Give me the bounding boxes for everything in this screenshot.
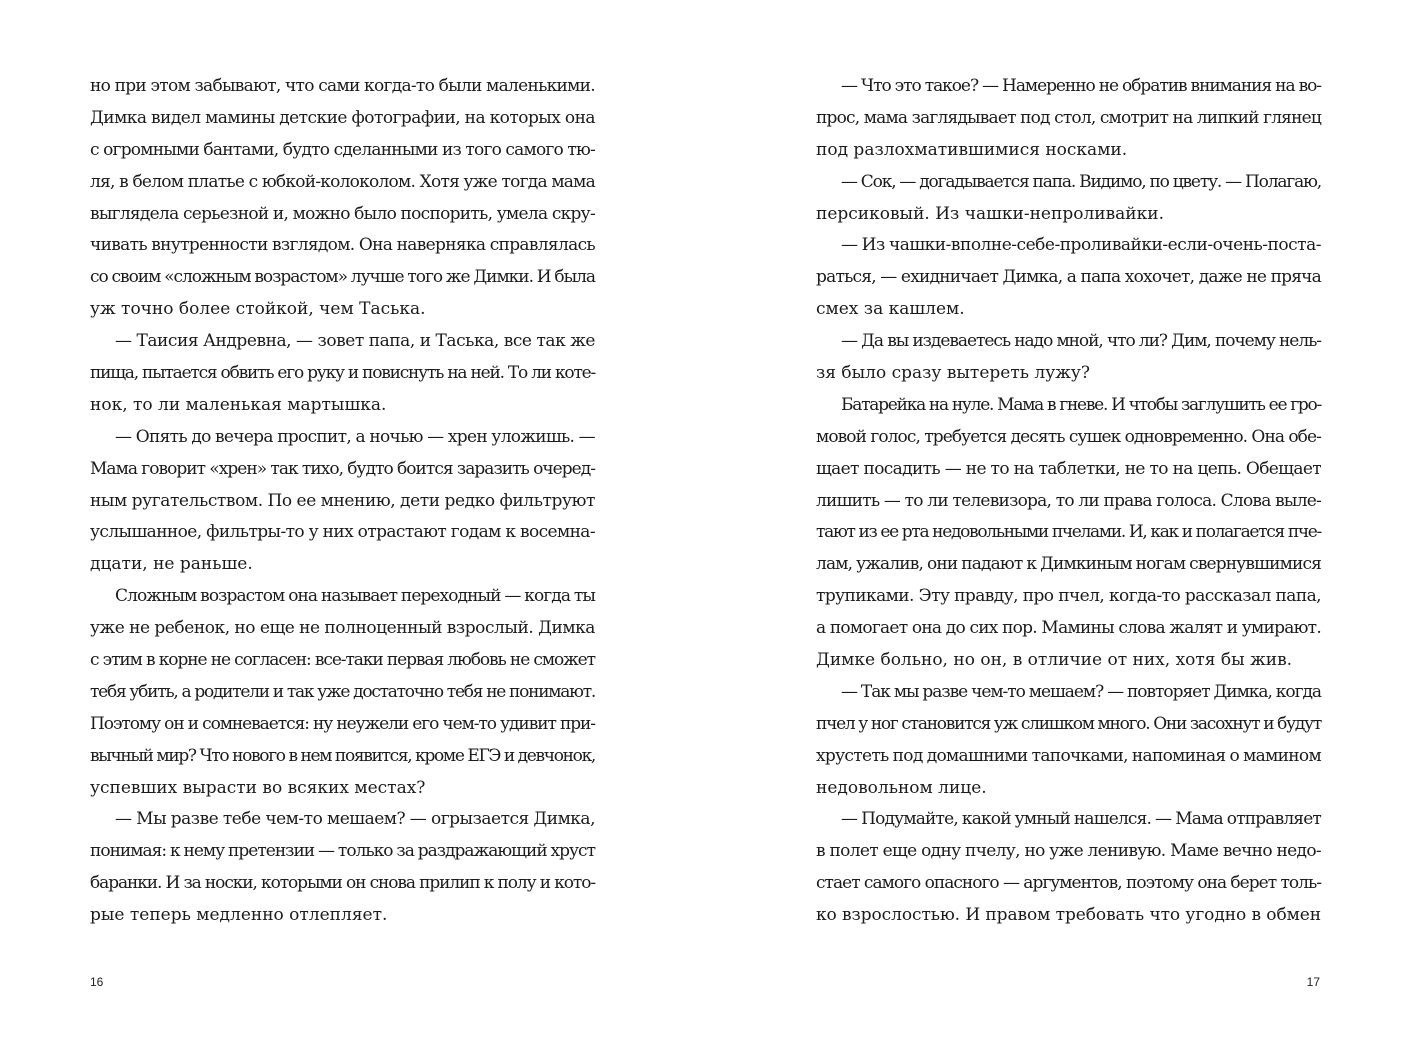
text-line: зя было сразу вытереть лужу? — [816, 363, 1090, 384]
text-line: услышанное, фильтры-то у них отрастают годам к восемна- — [90, 522, 595, 543]
text-line: Батарейка на нуле. Мама в гневе. И чтобы заглушить ее гро- — [841, 394, 1321, 415]
text-line: в полет еще одну пчелу, но уже ленивую. Маме вечно недо- — [816, 841, 1321, 862]
text-line: — Что это такое? — Намеренно не обратив внимания на во- — [841, 76, 1321, 96]
text-line: тают из ее рта недовольными пчелами. И, как и полагается пче- — [816, 522, 1321, 543]
text-line: недовольном лице. — [816, 777, 987, 798]
text-line: с этим в корне не согласен: все-таки первая любовь не сможет — [90, 650, 595, 671]
right-page-text — [816, 71, 1321, 932]
text-line: щает посадить — не то на таблетки, не то на цепь. Обещает — [816, 458, 1321, 479]
text-line: уже не ребенок, но еще не полноценный взрослый. Димка — [90, 618, 595, 639]
text-line: Димке больно, но он, в отличие от них, хотя бы жив. — [816, 650, 1293, 671]
text-line: чивать внутренности взглядом. Она наверняка справлялась — [90, 235, 595, 256]
text-line: лишить — то ли телевизора, то ли права голоса. Слова выле- — [816, 490, 1321, 511]
text-line: — Сок, — догадывается папа. Видимо, по цвету. — Полагаю, — [841, 171, 1321, 192]
text-line: уж точно более стойкой, чем Таська. — [90, 299, 426, 320]
text-line: пища, пытается обвить его руку и повиснуть на ней. То ли котe- — [90, 363, 595, 384]
text-line: ля, в белом платье с юбкой-колоколом. Хотя уже тогда мама — [90, 171, 595, 192]
text-line: дцати, не раньше. — [90, 554, 253, 575]
text-line: — Так мы разве чем-то мешаем? — повторяет Димка, когда — [841, 681, 1321, 702]
text-line: нок, то ли маленькая мартышка. — [90, 394, 387, 415]
left-page-number: 16 — [90, 975, 104, 989]
text-line: понимая: к нему претензии — только за раздражающий хруст — [90, 841, 595, 862]
text-line: Сложным возрастом она называет переходный — когда ты — [115, 586, 595, 607]
text-line: хрустеть под домашними тапочками, напоминая о мамином — [816, 745, 1321, 766]
right-page-number: 17 — [1306, 975, 1320, 989]
text-line: выглядела серьезной и, можно было поспорить, умела скру- — [90, 203, 595, 224]
text-line: баранки. И за носки, которыми он снова прилип к полу и кото- — [90, 873, 595, 894]
text-line: под разлохматившимися носками. — [816, 139, 1128, 160]
text-line: прос, мама заглядывает под стол, смотрит на липкий глянец — [816, 107, 1321, 128]
text-line: со своим «сложным возрастом» лучше того же Димки. И была — [90, 267, 595, 288]
text-line: — Да вы издеваетесь надо мной, что ли? Дим, почему нель- — [841, 331, 1321, 352]
text-line: тебя убить, а родители и так уже достаточно тебя не понимают. — [90, 681, 595, 702]
text-line: ным ругательством. По ее мнению, дети редко фильтруют — [90, 490, 595, 511]
text-line: пчел у ног становится уж слишком много. Они засохнут и будут — [816, 713, 1321, 734]
text-line: а помогает она до сих пор. Мамины слова жалят и умирают. — [816, 618, 1321, 639]
text-line: успевших вырасти во всяких местах? — [90, 777, 426, 798]
text-line: — Подумайте, какой умный нашелся. — Мама отправляет — [841, 809, 1321, 830]
text-line: Мама говорит «хрен» так тихо, будто боится заразить очеред- — [90, 458, 595, 479]
text-line: лам, ужалив, они падают к Димкиным ногам свернувшимися — [816, 554, 1321, 575]
text-line: Димка видел мамины детские фотографии, на которых она — [90, 107, 595, 128]
right-page — [705, 0, 1410, 1050]
text-line: раться, — ехидничает Димка, а папа хохочет, даже не пряча — [816, 267, 1321, 288]
text-line: персиковый. Из чашки-непроливайки. — [816, 203, 1164, 224]
text-line: мовой голос, требуется десять сушек одновременно. Она обе- — [816, 426, 1321, 447]
text-line: — Таисия Андревна, — зовет папа, и Таська, все так же — [115, 331, 595, 352]
text-line: вычный мир? Что нового в нем появится, кроме ЕГЭ и девчонок, — [90, 745, 595, 766]
text-line: но при этом забывают, что сами когда-то были маленькими. — [90, 76, 595, 96]
text-line: ко взрослостью. И правом требовать что угодно в обмен — [816, 905, 1321, 926]
text-line: — Опять до вечера проспит, а ночью — хрен уложишь. — — [115, 426, 595, 447]
text-line: рые теперь медленно отлепляет. — [90, 905, 388, 926]
left-page-text — [90, 71, 595, 932]
text-line: с огромными бантами, будто сделанными из того самого тю- — [90, 139, 595, 160]
text-line: — Мы разве тебе чем-то мешаем? — огрызается Димка, — [115, 809, 595, 830]
text-line: трупиками. Эту правду, про пчел, когда-то рассказал папа, — [816, 586, 1321, 607]
text-line: — Из чашки-вполне-себе-проливайки-если-очень-постa- — [841, 235, 1321, 256]
text-line: смех за кашлем. — [816, 299, 965, 320]
text-line: стает самого опасного — аргументов, поэтому она берет толь- — [816, 873, 1321, 894]
text-line: Поэтому он и сомневается: ну неужели его чем-то удивит при- — [90, 713, 595, 734]
